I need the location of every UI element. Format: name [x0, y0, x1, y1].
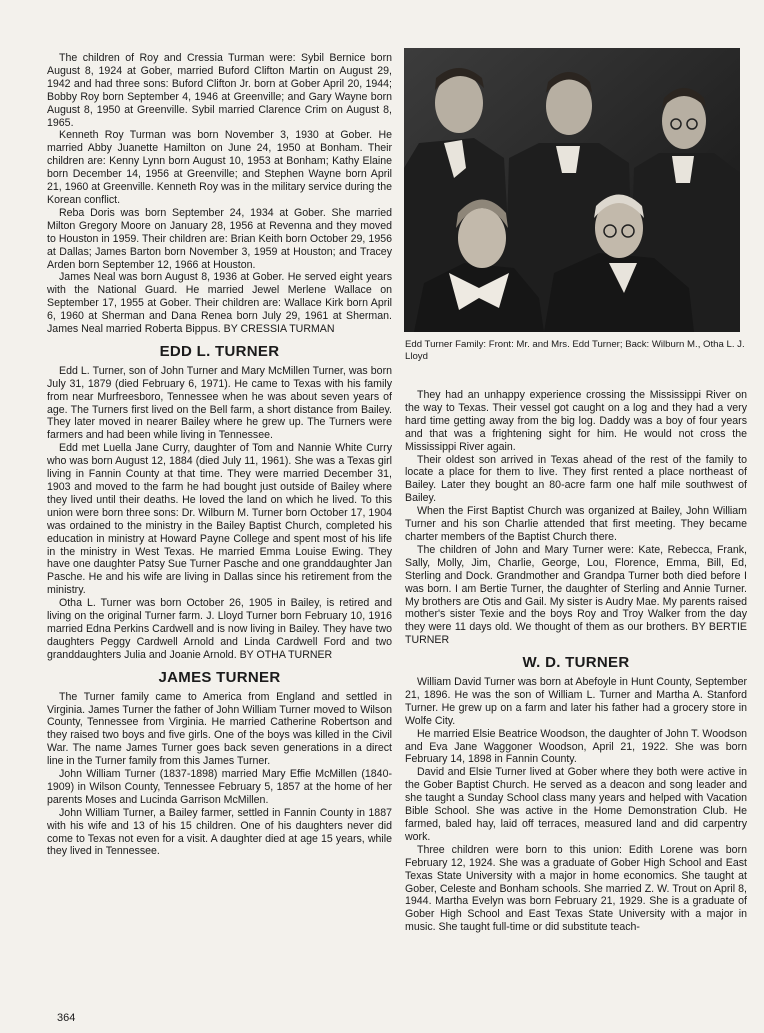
section-heading-james: JAMES TURNER	[158, 668, 281, 686]
paragraph: The children of John and Mary Turner were: Kate, Rebecca, Frank, Sally, Molly, Jim, Charlie, George, Lou, Florence, Emma, Bill, Ed, Sterling and Dock. Grandmother and Grandpa Turner both died before I was born. I am Bertie Turner, the daughter of Sterling and Annie Turner. My brothers are Otis and Gail. My sister is Audry Mae. My parents raised mother's sister Texie and the boys Roy and Troy Walker from the day they were 11 days old. We thought of them as our brothers. BY BERTIE TURNER	[405, 543, 747, 647]
paragraph: David and Elsie Turner lived at Gober where they both were active in the Gober Baptist Church. He served as a deacon and song leader and she taught a Sunday School class many years and helped with Vacation Bible School. She was active in the Home Demonstration Club. He farmed, baled hay, laid off terraces, measured land and did carpentry work.	[405, 766, 747, 843]
paragraph: Edd met Luella Jane Curry, daughter of Tom and Nannie White Curry who was born August 12, 1884 (died July 11, 1961). She was a Texas girl living in Fannin County at that time. They were married December 31, 1903 and moved to the farm he had bought just outside of Bailey where they lived until their deaths. He loved the land on which he lived. To this union were born three sons: Dr. Wilburn M. Turner born October 17, 1904 was ordained to the ministry in the Bailey Baptist Church, completed his education in ministry at Howard Payne College and spent most of his life in the ministry in West Texas. He married Emma Louise Ewing. They have one daughter Patsy Sue Turner Pasche and one granddaughter Jan Pasche. He and his wife are living in Dallas since his retirement from the ministry.	[47, 442, 392, 597]
paragraph: Their oldest son arrived in Texas ahead of the rest of the family to locate a place for them to live. They first rented a place northeast of Bailey. Later they bought an 80-acre farm one half mile southwest of Bailey.	[405, 453, 747, 505]
section-heading-wd: W. D. TURNER	[522, 654, 630, 672]
paragraph: The children of Roy and Cressia Turman were: Sybil Bernice born August 8, 1924 at Gober, married Buford Clifton Martin on August 29, 1942 and had three sons: Buford Clifton Jr. born at Gober April 20, 1944; Bobby Roy born September 4, 1946 at Greenville; and Gary Wayne born August 8, 1950 at Greenville. Sybil married Clarence Crim on August 8, 1965.	[47, 52, 392, 129]
paragraph: John William Turner (1837-1898) married Mary Effie McMillen (1840-1909) in Wilson County, Tennessee February 5, 1857 at the home of her parents Moses and Lucinda Garrison McMillen.	[47, 768, 392, 806]
paragraph: Kenneth Roy Turman was born November 3, 1930 at Gober. He married Abby Juanette Hamilton on June 24, 1950 at Bonham. Their children are: Kenny Lynn born August 10, 1953 at Bonham; Kathy Elaine born December 14, 1956 at Greenville; and Stephen Wayne born April 21, 1960 at Greenville. Kenneth Roy was in the military service during the Korean conflict.	[47, 129, 392, 206]
paragraph: When the First Baptist Church was organized at Bailey, John William Turner and his son Charlie attended that first meeting. They became charter members of the Baptist Church there.	[405, 505, 747, 543]
left-column	[47, 52, 392, 858]
paragraph: Three children were born to this union: Edith Lorene was born February 12, 1924. She was a graduate of Gober High School and East Texas State University with a major in home economics. She taught at Gober, Celeste and Bonham schools. She married Z. W. Trout on April 8, 1944. Martha Evelyn was born February 21, 1929. She is a graduate of Gober High School and East Texas State University with a major in music. She taught full-time or did substitute teach-	[405, 843, 747, 934]
right-column	[405, 389, 747, 934]
paragraph: Reba Doris was born September 24, 1934 at Gober. She married Milton Gregory Moore on January 28, 1956 at Revenna and they moved to Houston in 1959. Their children are: Brian Keith born October 29, 1956 at Dallas; James Barton born November 3, 1959 at Houston; and Tracey Arden born September 12, 1966 at Houston.	[47, 206, 392, 271]
photo-caption: Edd Turner Family: Front: Mr. and Mrs. Edd Turner; Back: Wilburn M., Otha L. J. Lloyd	[405, 339, 745, 362]
paragraph: They had an unhappy experience crossing the Mississippi River on the way to Texas. Their vessel got caught on a log and they had a very hard time getting away from the big log. Daddy was a boy of four years and that was a frightening sight for him. He would not cross the Mississippi River again.	[405, 389, 747, 453]
family-photo-illustration	[404, 48, 740, 332]
paragraph: The Turner family came to America from England and settled in Virginia. James Turner the father of John William Turner moved to Wilson County, Tennessee from Virginia. He married Catherine Robertson and they raised two boys and five girls. One of the boys was killed in the Civil War. The name James Turner goes back seven generations in a direct line in the Turner family from this James Turner.	[47, 690, 392, 768]
paragraph: William David Turner was born at Abefoyle in Hunt County, September 21, 1896. He was the son of William L. Turner and Martha A. Stanford Turner. He grew up on a farm and later his father had a grocery store in Wolfe City.	[405, 676, 747, 727]
paragraph: James Neal was born August 8, 1936 at Gober. He served eight years with the National Guard. He married Jewel Merlene Wallace on September 17, 1955 at Gober. Their children are: Wallace Kirk born April 6, 1960 at Sherman and Dana Renea born July 29, 1961 at Sherman. James Neal married Roberta Bippus. BY CRESSIA TURMAN	[47, 271, 392, 336]
paragraph: Otha L. Turner was born October 26, 1905 in Bailey, is retired and living on the original Turner farm. J. Lloyd Turner born February 10, 1916 married Edna Perkins Cardwell and is now living in Bailey. They have two daughters Peggy Cardwell Arnold and Linda Cardwell Ford and two granddaughters Julia and Joanie Arnold. BY OTHA TURNER	[47, 597, 392, 661]
section-heading-edd: EDD L. TURNER	[159, 342, 280, 360]
page-number: 364	[57, 1012, 76, 1024]
family-photo	[404, 48, 740, 332]
paragraph: Edd L. Turner, son of John Turner and Mary McMillen Turner, was born July 31, 1879 (died February 6, 1971). He came to Texas with his family from near Murfreesboro, Tennessee when he was about seven years of age. The Turners first lived on the Bell farm, a short distance from Bailey. They later moved in nearer Bailey where he grew up. The Turners were farmers and had been while living in Tennessee.	[47, 364, 392, 442]
paragraph: John William Turner, a Bailey farmer, settled in Fannin County in 1887 with his wife and 13 of his 15 children. One of his daughters never did come to Texas not even for a visit. A daughter died at age 15 years, while they lived in Tennessee.	[47, 806, 392, 858]
paragraph: He married Elsie Beatrice Woodson, the daughter of John T. Woodson and Eva Jane Waggoner Woodson, April 21, 1922. She was born February 14, 1898 in Fannin County.	[405, 727, 747, 766]
